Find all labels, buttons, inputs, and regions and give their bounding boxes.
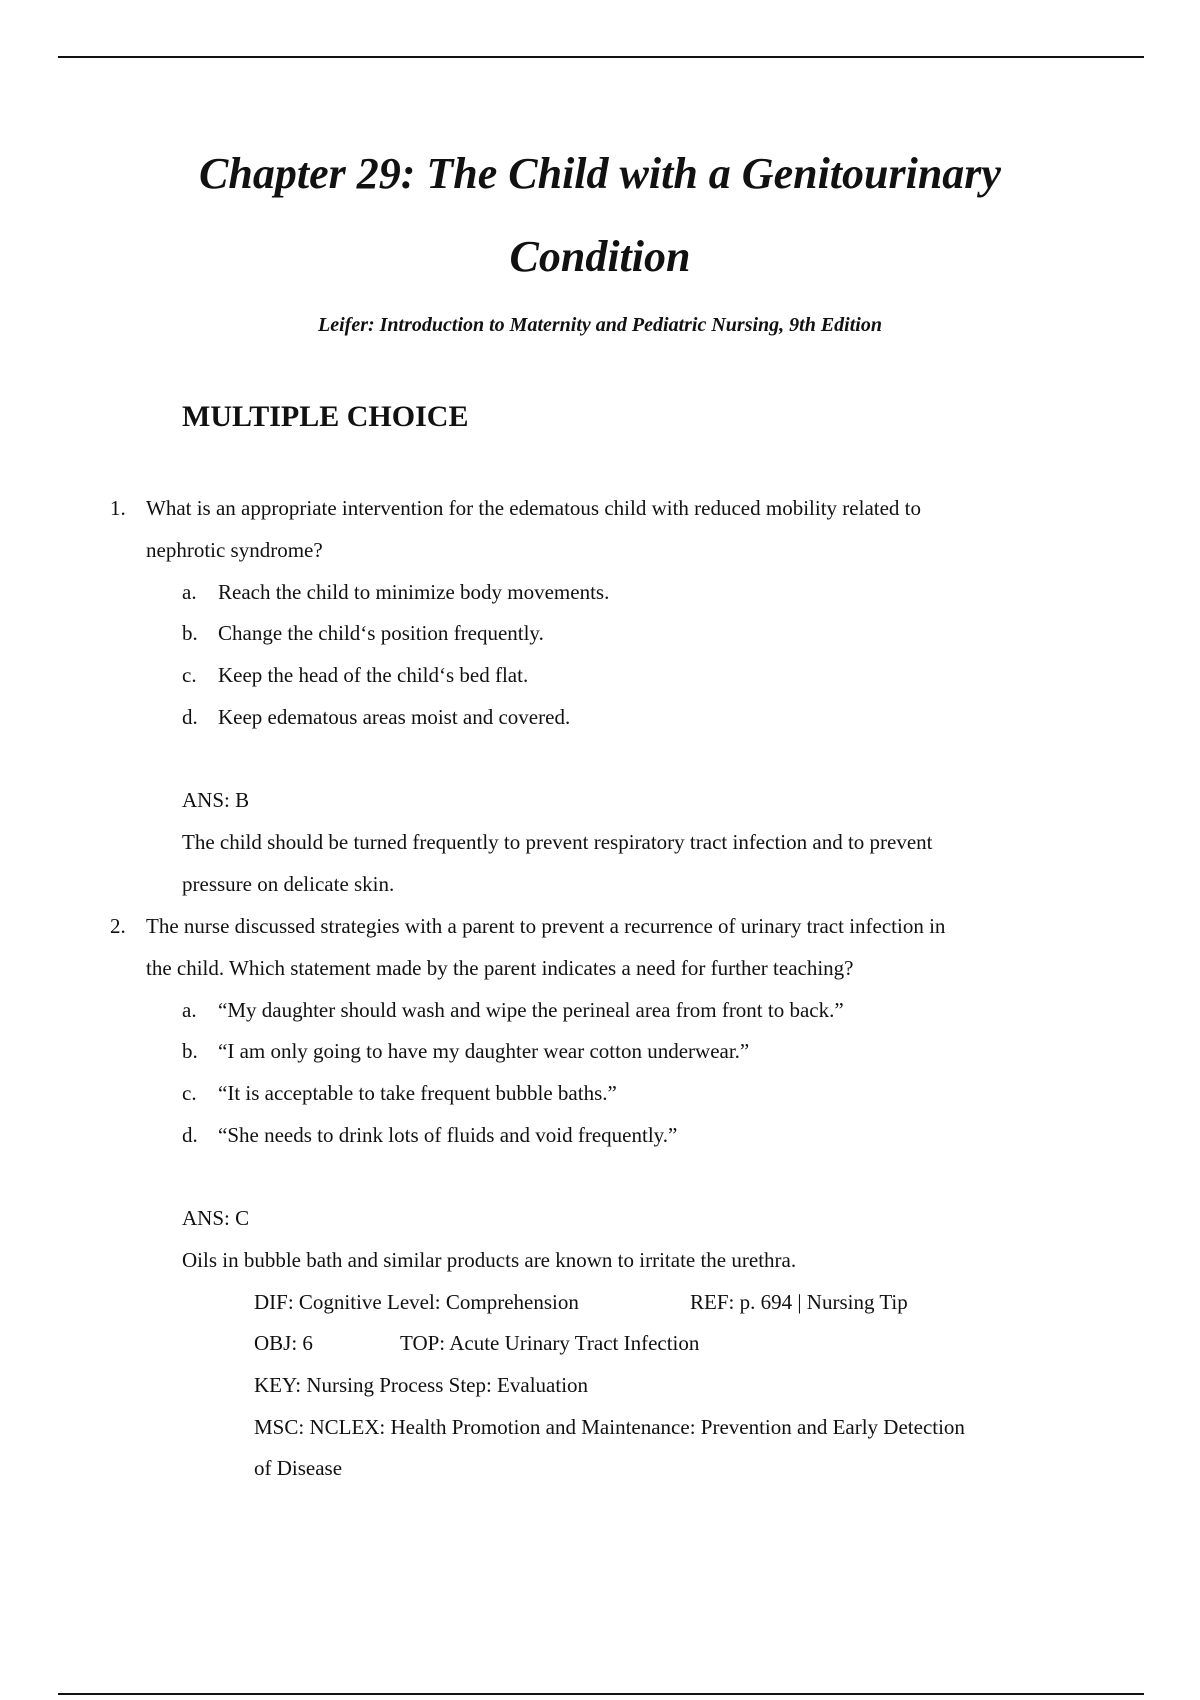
option-letter: a.	[182, 580, 197, 604]
meta-msc-line: MSC: NCLEX: Health Promotion and Maintenance: Prevention and Early Detection	[254, 1415, 965, 1439]
option-text: Keep edematous areas moist and covered.	[218, 705, 571, 729]
meta-difficulty: DIF: Cognitive Level: Comprehension	[254, 1290, 579, 1314]
option-text: Change the child‘s position frequently.	[218, 621, 544, 645]
option-text: “It is acceptable to take frequent bubble baths.”	[218, 1081, 617, 1105]
option-letter: b.	[182, 621, 198, 645]
answer-key: ANS: B	[182, 788, 250, 812]
meta-key: KEY: Nursing Process Step: Evaluation	[254, 1373, 589, 1397]
top-rule	[58, 56, 1144, 58]
option-text: “I am only going to have my daughter wear cotton underwear.”	[218, 1039, 750, 1063]
question-number: 2.	[110, 914, 126, 938]
rationale-line: Oils in bubble bath and similar products are known to irritate the urethra.	[182, 1248, 797, 1272]
question-stem-line: The nurse discussed strategies with a parent to prevent a recurrence of urinary tract infection in	[146, 914, 946, 938]
option-text: “My daughter should wash and wipe the perineal area from front to back.”	[218, 998, 844, 1022]
option-letter: b.	[182, 1039, 198, 1063]
option-text: “She needs to drink lots of fluids and void frequently.”	[218, 1123, 678, 1147]
option-letter: c.	[182, 663, 197, 687]
option-letter: d.	[182, 1123, 198, 1147]
rationale-line: The child should be turned frequently to prevent respiratory tract infection and to prevent	[182, 830, 933, 854]
answer-key: ANS: C	[182, 1206, 250, 1230]
option-letter: c.	[182, 1081, 197, 1105]
question-stem-line: nephrotic syndrome?	[146, 538, 323, 562]
section-heading: MULTIPLE CHOICE	[182, 400, 469, 433]
rationale-line: pressure on delicate skin.	[182, 872, 395, 896]
option-letter: d.	[182, 705, 198, 729]
bottom-rule	[58, 1693, 1144, 1695]
meta-objective: OBJ: 6	[254, 1331, 313, 1355]
meta-reference: REF: p. 694 | Nursing Tip	[690, 1290, 908, 1314]
option-text: Keep the head of the child‘s bed flat.	[218, 663, 529, 687]
question-stem-line: What is an appropriate intervention for the edematous child with reduced mobility related to	[146, 496, 922, 520]
meta-topic: TOP: Acute Urinary Tract Infection	[400, 1331, 700, 1355]
book-subtitle: Leifer: Introduction to Maternity and Pediatric Nursing, 9th Edition	[318, 314, 882, 336]
meta-msc-line: of Disease	[254, 1456, 343, 1480]
option-text: Reach the child to minimize body movements.	[218, 580, 610, 604]
chapter-title-line-2: Condition	[509, 232, 691, 281]
question-stem-line: the child. Which statement made by the parent indicates a need for further teaching?	[146, 956, 854, 980]
question-number: 1.	[110, 496, 126, 520]
chapter-title-line-1: Chapter 29: The Child with a Genitourinary	[199, 149, 1001, 198]
option-letter: a.	[182, 998, 197, 1022]
